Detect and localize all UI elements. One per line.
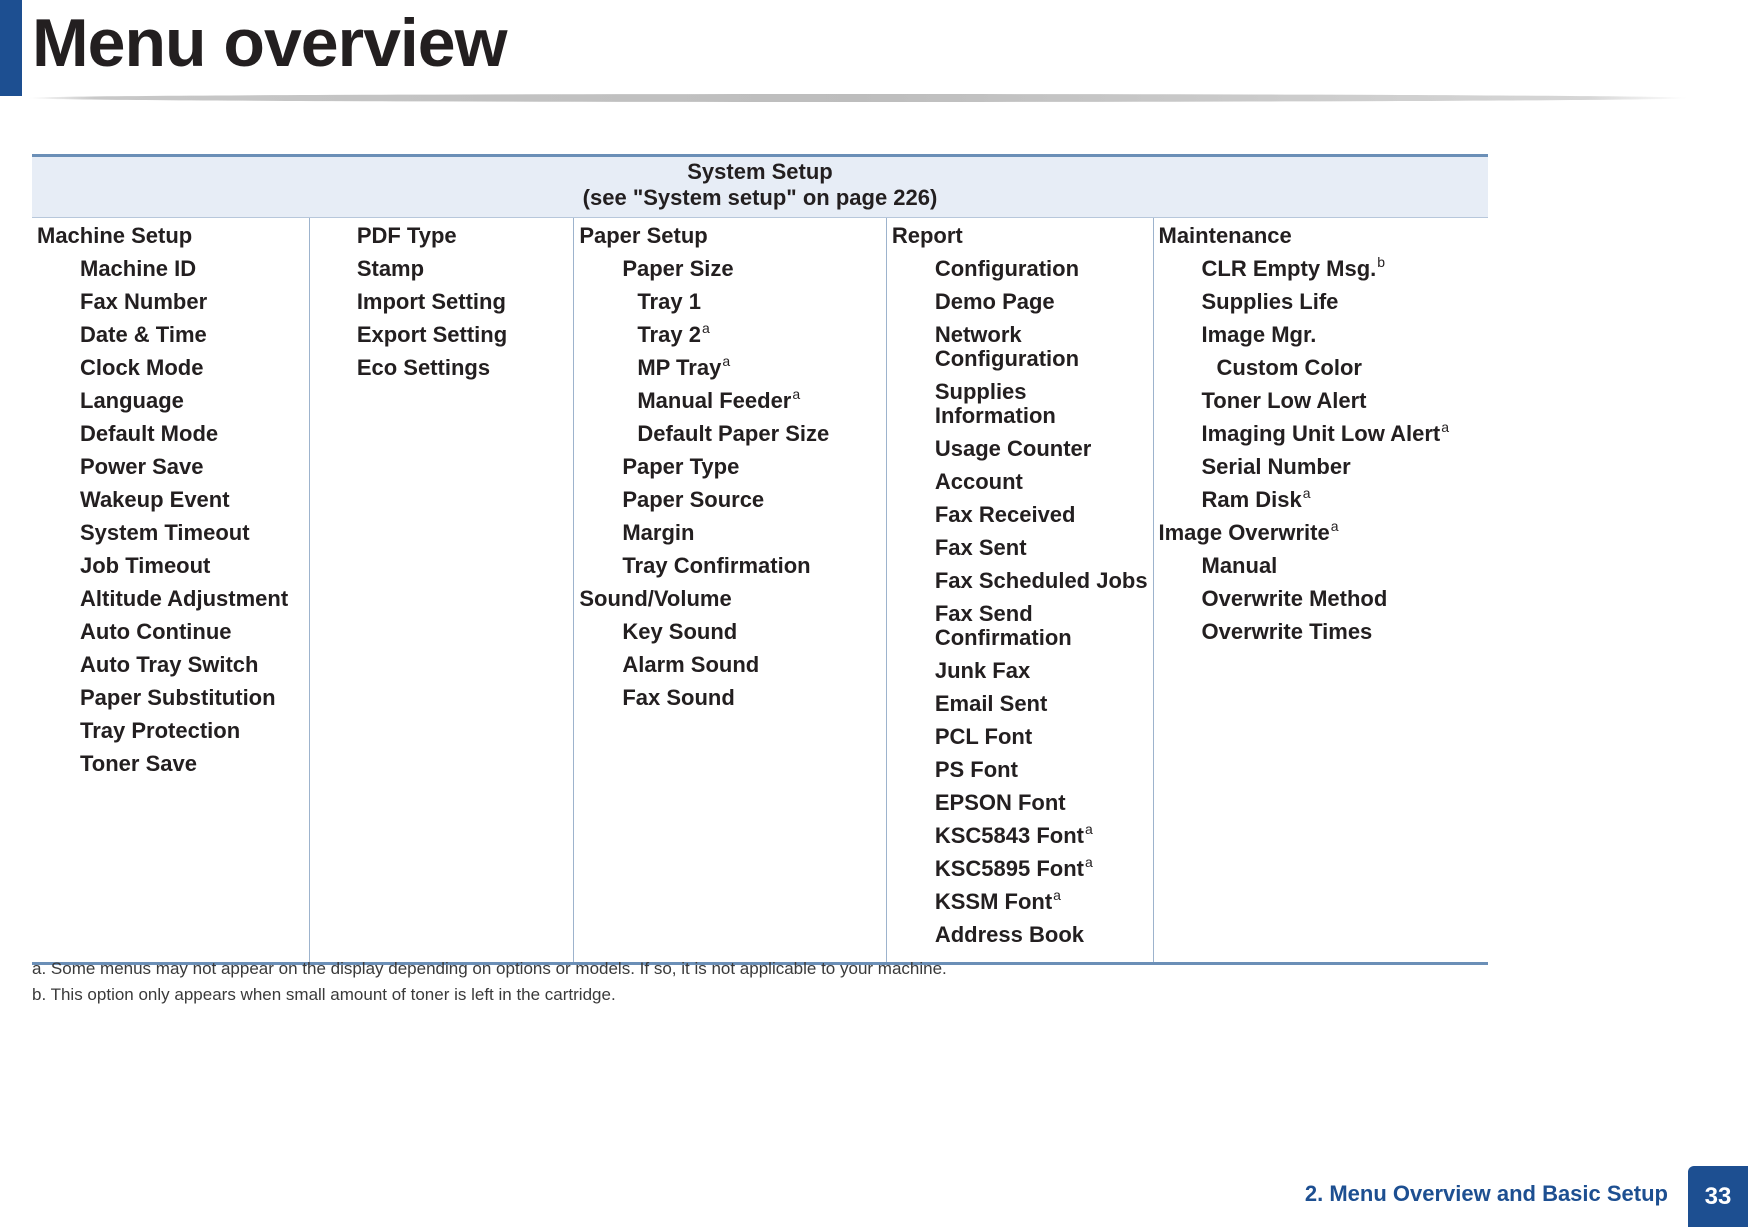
menu-item-label: Custom Color [1216, 355, 1362, 380]
menu-item [32, 521, 309, 545]
table-heading [32, 156, 1488, 218]
menu-item [310, 224, 574, 248]
menu-item [1154, 224, 1489, 248]
menu-overview-table [32, 154, 1488, 965]
menu-item-label: Serial Number [1201, 454, 1351, 479]
page-number-badge: 33 [1688, 1166, 1748, 1227]
menu-item [887, 821, 1153, 848]
menu-item-label: PDF Type [356, 223, 457, 248]
menu-item [574, 224, 886, 248]
menu-item [574, 521, 886, 545]
menu-item-label: Junk Fax [934, 658, 1031, 683]
menu-item [887, 536, 1153, 560]
menu-item [32, 455, 309, 479]
menu-item-label: Paper Source [622, 487, 765, 512]
menu-item-label: Stamp [356, 256, 425, 281]
menu-item [887, 224, 1153, 248]
title-divider [28, 94, 1688, 102]
menu-item-label: Language [80, 388, 184, 413]
menu-item-label: Overwrite Times [1201, 619, 1373, 644]
menu-item [574, 455, 886, 479]
menu-item [1154, 587, 1489, 611]
column-paper-setup [574, 218, 887, 964]
menu-item [32, 620, 309, 644]
menu-item [1154, 554, 1489, 578]
menu-item [887, 323, 1153, 371]
menu-item-label: Paper Setup [579, 223, 708, 248]
menu-item [574, 488, 886, 512]
menu-item [1154, 389, 1489, 413]
menu-item [887, 791, 1153, 815]
menu-item [1154, 419, 1489, 446]
menu-item [887, 725, 1153, 749]
menu-item [574, 587, 886, 611]
menu-item [32, 686, 309, 710]
menu-item-label: Date & Time [80, 322, 207, 347]
menu-item-label: Address Book [934, 922, 1084, 947]
menu-item-label: Tray Protection [80, 718, 241, 743]
menu-item-label: Alarm Sound [622, 652, 760, 677]
menu-item [1154, 254, 1489, 281]
menu-item-label: PS Font [934, 757, 1018, 782]
menu-item-label: Machine ID [80, 256, 197, 281]
menu-item [574, 653, 886, 677]
menu-item [887, 758, 1153, 782]
footnote-marker: a [1085, 854, 1093, 870]
menu-item-label: Maintenance [1158, 223, 1292, 248]
menu-item-label: Key Sound [622, 619, 738, 644]
menu-item-label: Clock Mode [80, 355, 204, 380]
menu-item [574, 257, 886, 281]
menu-item-label: Image Mgr. [1201, 322, 1317, 347]
menu-item-label: Sound/Volume [579, 586, 732, 611]
menu-item [1154, 518, 1489, 545]
menu-item [574, 422, 886, 446]
footnote-marker: a [722, 353, 731, 369]
menu-item-label: Toner Low Alert [1201, 388, 1367, 413]
menu-item [310, 290, 574, 314]
menu-item-label: MP Tray [637, 355, 722, 380]
menu-item-label: KSC5895 Font [934, 856, 1084, 881]
menu-item [310, 356, 574, 380]
column-machine-setup [32, 218, 309, 964]
footnote-marker: b [1377, 254, 1386, 270]
menu-item-label: Export Setting [356, 322, 508, 347]
menu-item [574, 290, 886, 314]
column-pdf-stamp [309, 218, 574, 964]
menu-item [574, 353, 886, 380]
menu-item [1154, 290, 1489, 314]
menu-item-label: Fax Received [934, 502, 1076, 527]
menu-item-label: KSC5843 Font [934, 823, 1084, 848]
menu-item-label: Report [891, 223, 963, 248]
menu-item [32, 554, 309, 578]
menu-item [32, 422, 309, 446]
menu-item-label: Tray Confirmation [622, 553, 811, 578]
menu-item-label: PCL Font [934, 724, 1033, 749]
menu-item-label: Fax Number [80, 289, 208, 314]
column-maintenance [1153, 218, 1488, 964]
menu-item [1154, 323, 1489, 347]
menu-item-label: Toner Save [80, 751, 197, 776]
menu-item-label: Paper Type [622, 454, 740, 479]
menu-item [32, 257, 309, 281]
menu-item-label: Fax Sound [622, 685, 735, 710]
menu-item [887, 569, 1153, 593]
menu-item-label: Overwrite Method [1201, 586, 1388, 611]
menu-item-label: Margin [622, 520, 695, 545]
menu-item-label: Machine Setup [37, 223, 193, 248]
menu-item [32, 587, 309, 611]
menu-item-label: Image Overwrite [1158, 520, 1330, 545]
menu-item [32, 752, 309, 776]
footnote-b: b. This option only appears when small amount of toner is left in the cartridge. [32, 985, 616, 1004]
menu-item-label: Tray 1 [637, 289, 701, 314]
menu-item [310, 323, 574, 347]
menu-item-label: Power Save [80, 454, 204, 479]
footnote-marker: a [1330, 518, 1339, 534]
menu-item-label: Fax Scheduled Jobs [934, 568, 1148, 593]
menu-item-label: Manual Feeder [637, 388, 792, 413]
menu-item [32, 224, 309, 248]
menu-item [574, 554, 886, 578]
menu-item-label: Default Mode [80, 421, 219, 446]
menu-item-label: Imaging Unit Low Alert [1201, 421, 1441, 446]
menu-item-label: KSSM Font [934, 889, 1053, 914]
menu-item [32, 719, 309, 743]
menu-item [887, 602, 1153, 650]
menu-item-label: Supplies Life [1201, 289, 1339, 314]
menu-item [887, 692, 1153, 716]
menu-item-label: Eco Settings [356, 355, 491, 380]
menu-item-label: Account [934, 469, 1023, 494]
footnotes [32, 956, 1332, 1008]
menu-item [32, 323, 309, 347]
footnote-marker: a [1053, 887, 1061, 903]
menu-item [574, 386, 886, 413]
menu-item [887, 923, 1153, 947]
menu-item [887, 290, 1153, 314]
menu-item-label: Ram Disk [1201, 487, 1302, 512]
footnote-marker: a [792, 386, 801, 402]
menu-item-label: Network Configuration [934, 322, 1080, 371]
footnote-marker: a [1441, 419, 1450, 435]
table-heading-reference: (see "System setup" on page 226) [582, 185, 938, 210]
menu-item [32, 653, 309, 677]
menu-item-label: Wakeup Event [80, 487, 230, 512]
menu-item-label: Paper Substitution [80, 685, 276, 710]
menu-item-label: Supplies Information [934, 379, 1056, 428]
menu-item [574, 620, 886, 644]
menu-item [887, 470, 1153, 494]
menu-item-label: Fax Sent [934, 535, 1027, 560]
menu-item-label: Fax Send Confirmation [934, 601, 1072, 650]
menu-item [1154, 455, 1489, 479]
menu-item [887, 887, 1153, 914]
menu-item-label: Manual [1201, 553, 1278, 578]
menu-item [887, 659, 1153, 683]
menu-item [1154, 356, 1489, 380]
menu-item [887, 257, 1153, 281]
menu-item [32, 389, 309, 413]
menu-item [887, 437, 1153, 461]
footnote-a: a. Some menus may not appear on the display depending on options or models. If so, it is not applicable to your machine. [32, 959, 947, 978]
menu-item-label: Usage Counter [934, 436, 1092, 461]
menu-item-label: EPSON Font [934, 790, 1066, 815]
table-heading-title: System Setup [687, 159, 833, 184]
menu-item-label: Auto Continue [80, 619, 232, 644]
menu-item-label: Default Paper Size [637, 421, 830, 446]
column-report [886, 218, 1153, 964]
menu-item [1154, 620, 1489, 644]
menu-item [887, 503, 1153, 527]
menu-item [32, 488, 309, 512]
menu-item [574, 686, 886, 710]
menu-item [32, 290, 309, 314]
chapter-label: 2. Menu Overview and Basic Setup [1304, 1181, 1668, 1206]
menu-item [32, 356, 309, 380]
menu-item-label: Tray 2 [637, 322, 701, 347]
menu-item-label: Paper Size [622, 256, 734, 281]
menu-item [310, 257, 574, 281]
menu-item-label: Altitude Adjustment [80, 586, 289, 611]
table-body-row [32, 218, 1488, 964]
footnote-marker: a [1085, 821, 1093, 837]
menu-item-label: Job Timeout [80, 553, 211, 578]
menu-item-label: System Timeout [80, 520, 250, 545]
menu-item-label: Auto Tray Switch [80, 652, 259, 677]
page-title: Menu overview [32, 5, 507, 81]
menu-item-label: CLR Empty Msg. [1201, 256, 1377, 281]
footnote-marker: a [1302, 485, 1311, 501]
menu-item [1154, 485, 1489, 512]
menu-item-label: Configuration [934, 256, 1080, 281]
table-header-row [32, 156, 1488, 218]
menu-item [887, 380, 1153, 428]
menu-item-label: Demo Page [934, 289, 1055, 314]
menu-item [574, 320, 886, 347]
title-accent-bar [0, 0, 22, 96]
menu-item [887, 854, 1153, 881]
menu-item-label: Email Sent [934, 691, 1048, 716]
footnote-marker: a [701, 320, 710, 336]
menu-item-label: Import Setting [356, 289, 506, 314]
